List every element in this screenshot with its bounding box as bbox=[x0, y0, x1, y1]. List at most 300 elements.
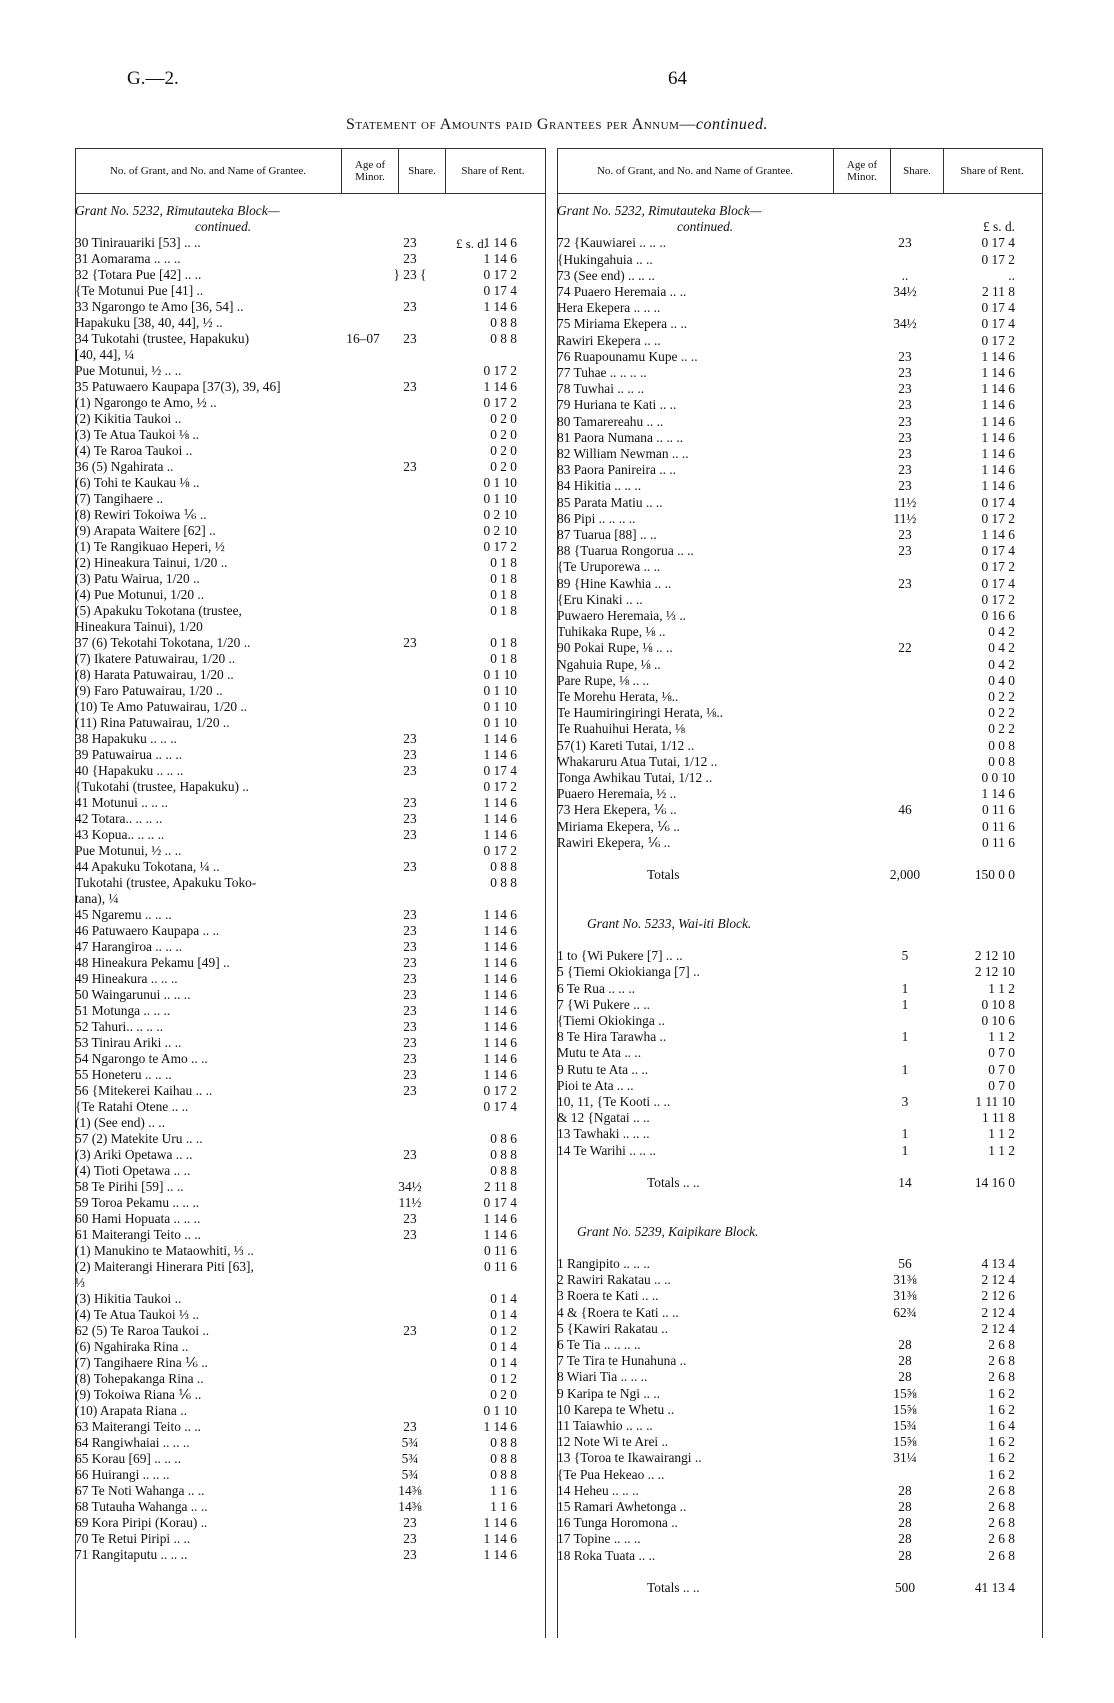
table-row bbox=[75, 315, 545, 331]
grantee-name: 15 Ramari Awhetonga .. bbox=[557, 1499, 687, 1514]
share-value: 23 bbox=[403, 859, 417, 874]
grantee-name: 60 Hami Hopuata .. .. .. bbox=[75, 1211, 201, 1226]
grantee-name: 7 Te Tira te Hunahuna .. bbox=[557, 1353, 687, 1369]
grantee-name: 57 (2) Matekite Uru .. .. bbox=[75, 1131, 203, 1146]
grantee-name: (9) Arapata Waitere [62] .. bbox=[75, 523, 216, 538]
table-row bbox=[75, 1227, 545, 1243]
right-table bbox=[557, 148, 1042, 1639]
table-row bbox=[557, 1418, 1042, 1434]
share-value: 1 bbox=[901, 1061, 909, 1077]
table-row bbox=[557, 1337, 1042, 1353]
table-row bbox=[557, 608, 1042, 624]
grantee-name: 42 Totara.. .. .. .. bbox=[75, 811, 163, 826]
rent-value: 1 6 2 bbox=[988, 1401, 1015, 1417]
rent-value: 0 1 4 bbox=[490, 1339, 517, 1354]
share-value: 23 bbox=[403, 1019, 417, 1034]
rent-value: 1 14 6 bbox=[483, 1019, 517, 1034]
table-row bbox=[75, 763, 545, 779]
rent-value: 0 0 8 bbox=[988, 737, 1015, 753]
rent-value: 1 14 6 bbox=[981, 397, 1015, 413]
grantee-name: tana), ¼ bbox=[75, 891, 119, 906]
grantee-name: Hera Ekepera .. .. .. bbox=[557, 300, 661, 316]
table-row bbox=[75, 1115, 545, 1131]
grantee-name: (4) Pue Motunui, 1/20 .. bbox=[75, 587, 205, 602]
table-row bbox=[557, 1143, 1042, 1159]
table-row bbox=[557, 446, 1042, 462]
share-value: 28 bbox=[898, 1353, 912, 1369]
table-row bbox=[557, 1548, 1042, 1564]
table-row bbox=[557, 1531, 1042, 1547]
table-row bbox=[75, 827, 545, 843]
rent-value: 14 16 0 bbox=[974, 1175, 1015, 1190]
grantee-name: 75 Miriama Ekepera .. .. bbox=[557, 316, 688, 332]
table-row bbox=[75, 1307, 545, 1323]
grantee-name: (5) Apakuku Tokotana (trustee, bbox=[75, 603, 242, 618]
rent-value: 1 14 6 bbox=[483, 1515, 517, 1530]
table-row bbox=[557, 1224, 1042, 1240]
grantee-name: Te Morehu Herata, ⅛.. bbox=[557, 689, 679, 704]
table-row bbox=[75, 811, 545, 827]
share-value: 500 bbox=[894, 1580, 916, 1595]
table-row bbox=[557, 948, 1042, 964]
table-row bbox=[557, 316, 1042, 332]
table-row bbox=[557, 284, 1042, 300]
grantee-name: 34 Tukotahi (trustee, Hapakuku) bbox=[75, 331, 250, 346]
rent-value: 2 6 8 bbox=[988, 1499, 1015, 1514]
rent-value: 0 8 8 bbox=[490, 1147, 517, 1162]
rent-value: 2 12 4 bbox=[981, 1304, 1015, 1320]
share-value: 1 bbox=[901, 1142, 909, 1158]
table-row bbox=[557, 1191, 1042, 1207]
rent-value: 0 11 6 bbox=[982, 802, 1015, 818]
share-value: 23 bbox=[403, 1147, 417, 1162]
rent-value: 1 14 6 bbox=[483, 907, 517, 922]
grantee-name: ⅓ bbox=[75, 1275, 86, 1290]
rent-value: 0 17 2 bbox=[981, 591, 1015, 607]
rent-value: 0 2 10 bbox=[483, 523, 517, 538]
table-row bbox=[75, 987, 545, 1003]
table-row bbox=[557, 1515, 1042, 1531]
grantee-name: 41 Motunui .. .. .. bbox=[75, 795, 168, 810]
col-name-header: No. of Grant, and No. and Name of Grantee. bbox=[109, 165, 307, 177]
rent-value: 2 11 8 bbox=[484, 1179, 517, 1194]
table-row bbox=[557, 1386, 1042, 1402]
rent-value: 0 2 2 bbox=[988, 721, 1015, 737]
rent-value: 1 14 6 bbox=[483, 1035, 517, 1050]
rent-value: 1 1 2 bbox=[988, 1126, 1015, 1142]
rent-value: 0 17 2 bbox=[483, 843, 517, 858]
rent-value: 0 11 6 bbox=[484, 1243, 517, 1258]
rent-value: 1 6 4 bbox=[988, 1418, 1015, 1433]
rent-value: 4 13 4 bbox=[981, 1256, 1015, 1271]
grantee-name: 64 Rangiwhaiai .. .. .. bbox=[75, 1435, 190, 1450]
table-row bbox=[75, 331, 545, 347]
rent-value: 0 8 8 bbox=[490, 315, 517, 330]
rent-value: 0 4 2 bbox=[988, 640, 1015, 656]
share-value: 23 bbox=[898, 413, 912, 429]
table-row bbox=[557, 916, 1042, 932]
table-row bbox=[557, 576, 1042, 592]
rent-value: 1 14 6 bbox=[981, 446, 1015, 461]
share-value: 2,000 bbox=[889, 867, 921, 883]
table-row bbox=[75, 1211, 545, 1227]
table-row bbox=[75, 747, 545, 763]
table-row bbox=[75, 1035, 545, 1051]
share-value: 5¾ bbox=[401, 1435, 419, 1450]
grantee-name: 52 Tahuri.. .. .. .. bbox=[75, 1019, 164, 1034]
rent-value: 0 17 2 bbox=[483, 363, 517, 378]
rent-value: 0 17 2 bbox=[981, 251, 1015, 267]
grantee-name: 30 Tinirauariki [53] .. .. bbox=[75, 235, 201, 250]
rent-value: 0 17 2 bbox=[483, 1083, 517, 1098]
grantee-name: 49 Hineakura .. .. .. bbox=[75, 971, 178, 986]
rent-value: 0 8 8 bbox=[490, 859, 517, 874]
share-value: 28 bbox=[898, 1499, 912, 1514]
grantee-name: 79 Huriana te Kati .. .. bbox=[557, 397, 677, 413]
share-value: 62¾ bbox=[893, 1304, 917, 1320]
rent-value: 2 12 10 bbox=[974, 964, 1015, 980]
grantee-name: (2) Kikitia Taukoi .. bbox=[75, 411, 182, 426]
table-row bbox=[557, 1434, 1042, 1450]
table-row bbox=[557, 333, 1042, 349]
rent-value: 0 1 10 bbox=[483, 699, 517, 714]
rent-value: 1 14 6 bbox=[483, 811, 517, 826]
share-value: 14⅜ bbox=[398, 1499, 422, 1514]
share-value: 23 bbox=[403, 1515, 417, 1530]
table-row bbox=[557, 462, 1042, 478]
rent-value: 0 8 8 bbox=[490, 331, 517, 346]
share-value: 23 bbox=[403, 251, 417, 266]
table-row bbox=[557, 1029, 1042, 1045]
table-row bbox=[557, 819, 1042, 835]
rent-value: 0 16 6 bbox=[981, 608, 1015, 623]
share-value: 23 bbox=[403, 459, 417, 474]
table-row bbox=[75, 1275, 545, 1291]
grantee-name: Pue Motunui, ½ .. .. bbox=[75, 363, 182, 378]
col-share-header: Share. bbox=[398, 149, 445, 193]
table-row bbox=[557, 1288, 1042, 1304]
rent-value: 0 1 8 bbox=[490, 555, 517, 570]
grantee-name: 54 Ngarongo te Amo .. .. bbox=[75, 1051, 208, 1066]
grantee-name: Pioi te Ata .. .. bbox=[557, 1077, 634, 1093]
grantee-name: 8 Te Hira Tarawha .. bbox=[557, 1029, 667, 1045]
share-value: 23 bbox=[898, 446, 912, 461]
grantee-name: (4) Tioti Opetawa .. .. bbox=[75, 1163, 191, 1178]
share-value: 23 bbox=[403, 923, 417, 938]
grantee-name: 33 Ngarongo te Amo [36, 54] .. bbox=[75, 299, 244, 314]
rent-value: 0 11 6 bbox=[484, 1259, 517, 1274]
share-value: 23 bbox=[403, 747, 417, 762]
rent-value: 0 8 8 bbox=[490, 1467, 517, 1482]
share-value: 23 bbox=[898, 462, 912, 478]
table-row bbox=[75, 347, 545, 363]
table-row bbox=[75, 363, 545, 379]
share-value: 23 bbox=[403, 1419, 417, 1434]
share-value: 23 bbox=[403, 299, 417, 314]
share-value: 56 bbox=[898, 1256, 912, 1271]
table-row bbox=[557, 1499, 1042, 1515]
rent-value: 0 1 8 bbox=[490, 635, 517, 650]
table-row bbox=[557, 559, 1042, 575]
rent-value: 41 13 4 bbox=[974, 1580, 1015, 1595]
share-value: 11½ bbox=[893, 510, 917, 526]
rent-value: 0 2 2 bbox=[988, 705, 1015, 721]
grantee-name: Rawiri Ekepera, ⅙ .. bbox=[557, 834, 671, 850]
share-value: 31¼ bbox=[893, 1450, 917, 1466]
grantee-name: 10 Karepa te Whetu .. bbox=[557, 1401, 675, 1417]
rent-value: 1 6 2 bbox=[988, 1466, 1015, 1482]
table-row bbox=[557, 1321, 1042, 1337]
share-value: 34½ bbox=[398, 1179, 422, 1194]
left-table bbox=[75, 148, 545, 1639]
table-row bbox=[557, 219, 1042, 235]
table-row bbox=[557, 430, 1042, 446]
share-value: 23 bbox=[403, 1531, 417, 1546]
share-value: 22 bbox=[898, 640, 912, 656]
rent-value: 1 14 6 bbox=[483, 1547, 517, 1562]
share-value: 1 bbox=[901, 1126, 909, 1142]
share-value: 28 bbox=[898, 1515, 912, 1531]
rent-value: 1 14 6 bbox=[483, 987, 517, 1002]
share-value: 23 bbox=[898, 348, 912, 364]
table-row bbox=[75, 1499, 545, 1515]
grantee-name: Hineakura Tainui), 1/20 bbox=[75, 619, 203, 634]
grantee-name: Te Ruahuihui Herata, ⅛ bbox=[557, 721, 686, 737]
rent-value: 0 4 2 bbox=[988, 656, 1015, 672]
grantee-name: 16 Tunga Horomona .. bbox=[557, 1515, 678, 1531]
table-row bbox=[75, 1243, 545, 1259]
table-row bbox=[75, 1483, 545, 1499]
rent-value: 0 1 4 bbox=[490, 1307, 517, 1322]
rent-value: 0 4 2 bbox=[988, 624, 1015, 640]
share-value: 23 bbox=[403, 955, 417, 970]
grantee-name: 90 Pokai Rupe, ⅛ .. .. bbox=[557, 640, 673, 656]
share-value: 34½ bbox=[893, 284, 917, 299]
table-row bbox=[557, 1580, 1042, 1596]
table-row bbox=[557, 478, 1042, 494]
rent-value: 1 14 6 bbox=[981, 413, 1015, 429]
grantee-name: 72 {Kauwiarei .. .. .. bbox=[557, 235, 667, 251]
share-value: 23 bbox=[898, 235, 912, 251]
grantee-name: 35 Patuwaero Kaupapa [37(3), 39, 46] bbox=[75, 379, 281, 394]
table-row bbox=[557, 1045, 1042, 1061]
grantee-name: (8) Rewiri Tokoiwa ⅙ .. bbox=[75, 507, 207, 522]
table-row bbox=[75, 1259, 545, 1275]
rent-value: 2 6 8 bbox=[988, 1337, 1015, 1352]
rent-value: 0 8 8 bbox=[490, 875, 517, 890]
share-value: 5 bbox=[901, 948, 909, 964]
table-row bbox=[75, 507, 545, 523]
grantee-name: 69 Kora Piripi (Korau) .. bbox=[75, 1515, 208, 1530]
share-value: 14 bbox=[898, 1175, 912, 1190]
rent-value: 2 6 8 bbox=[988, 1515, 1015, 1531]
table-row bbox=[75, 267, 545, 283]
table-row bbox=[75, 395, 545, 411]
rent-value: 0 17 4 bbox=[483, 1099, 517, 1114]
table-row bbox=[557, 770, 1042, 786]
grantee-name: (1) Ngarongo te Amo, ½ .. bbox=[75, 395, 217, 410]
table-row bbox=[75, 1323, 545, 1339]
grantee-name: 53 Tinirau Ariki .. .. bbox=[75, 1035, 182, 1050]
rent-value: 0 2 0 bbox=[490, 1387, 517, 1402]
grantee-name: {Eru Kinaki .. .. bbox=[557, 591, 643, 607]
table-row bbox=[75, 475, 545, 491]
grantee-name: 12 Note Wi te Arei .. bbox=[557, 1434, 669, 1450]
table-row bbox=[557, 414, 1042, 430]
rent-value: 1 14 6 bbox=[483, 251, 517, 266]
table-row bbox=[557, 640, 1042, 656]
rent-value: 0 2 0 bbox=[490, 427, 517, 442]
grantee-name: 9 Rutu te Ata .. .. bbox=[557, 1061, 649, 1077]
grantee-name: 55 Honeteru .. .. .. bbox=[75, 1067, 172, 1082]
grantee-name: 81 Paora Numana .. .. .. bbox=[557, 429, 684, 445]
grantee-name: (4) Te Raroa Taukoi .. bbox=[75, 443, 193, 458]
table-row bbox=[557, 689, 1042, 705]
table-row bbox=[75, 203, 545, 219]
table-row bbox=[75, 619, 545, 635]
table-row bbox=[557, 835, 1042, 851]
table-row bbox=[75, 683, 545, 699]
table-row bbox=[75, 1515, 545, 1531]
grantee-name: continued. bbox=[677, 219, 734, 235]
share-value: 23 bbox=[403, 331, 417, 346]
grantee-name: 43 Kopua.. .. .. .. bbox=[75, 827, 165, 842]
table-row bbox=[557, 964, 1042, 980]
grantee-name: 59 Toroa Pekamu .. .. .. bbox=[75, 1195, 200, 1210]
rent-value: 0 2 0 bbox=[490, 411, 517, 426]
grantee-name: 2 Rawiri Rakatau .. .. bbox=[557, 1272, 671, 1288]
grantee-name: 82 William Newman .. .. bbox=[557, 446, 689, 461]
table-row bbox=[557, 1483, 1042, 1499]
grantee-name: (11) Rina Patuwairau, 1/20 .. bbox=[75, 715, 230, 730]
grantee-name: (4) Te Atua Taukoi ⅓ .. bbox=[75, 1307, 200, 1322]
grantee-name: Tukotahi (trustee, Apakuku Toko- bbox=[75, 875, 257, 890]
share-value: 23 bbox=[403, 379, 417, 394]
rent-value: 0 2 0 bbox=[490, 459, 517, 474]
grantee-name: 87 Tuarua [88] .. .. bbox=[557, 527, 657, 542]
table-row bbox=[75, 907, 545, 923]
grantee-name: Pare Rupe, ⅛ .. .. bbox=[557, 672, 650, 688]
rent-value: 0 1 8 bbox=[490, 651, 517, 666]
right-column-headers bbox=[557, 149, 1042, 194]
rent-value: 2 6 8 bbox=[988, 1547, 1015, 1563]
grantee-name: 45 Ngaremu .. .. .. bbox=[75, 907, 172, 922]
rent-value: 1 14 6 bbox=[483, 1227, 517, 1242]
rent-value: 2 12 4 bbox=[981, 1320, 1015, 1336]
rent-value: 1 1 6 bbox=[490, 1483, 517, 1498]
table-row bbox=[557, 527, 1042, 543]
share-value: 23 bbox=[403, 1035, 417, 1050]
grantee-name: & 12 {Ngatai .. .. bbox=[557, 1110, 650, 1126]
share-value: 23 bbox=[403, 1067, 417, 1082]
grantee-name: 6 Te Tia .. .. .. .. bbox=[557, 1337, 641, 1352]
col-share-header-r: Share. bbox=[890, 149, 943, 193]
grantee-name: (10) Te Amo Patuwairau, 1/20 .. bbox=[75, 699, 248, 714]
grantee-name: 86 Pipi .. .. .. .. bbox=[557, 510, 636, 526]
share-value: 23 bbox=[403, 731, 417, 746]
rent-value: 1 14 6 bbox=[483, 299, 517, 314]
rent-value: 2 12 6 bbox=[981, 1288, 1015, 1304]
table-row bbox=[75, 299, 545, 315]
grantee-name: 8 Wiari Tia .. .. .. bbox=[557, 1369, 648, 1385]
table-row bbox=[557, 252, 1042, 268]
table-row bbox=[75, 603, 545, 619]
table-row bbox=[557, 1078, 1042, 1094]
grantee-name: 3 Roera te Kati .. .. bbox=[557, 1288, 659, 1304]
rent-value: 0 2 2 bbox=[988, 689, 1015, 704]
grantee-name: 1 to {Wi Pukere [7] .. .. bbox=[557, 948, 683, 964]
share-value: 23 bbox=[403, 827, 417, 842]
grantee-name: Grant No. 5232, Rimutauteka Block— bbox=[75, 203, 280, 218]
table-row bbox=[557, 1353, 1042, 1369]
rent-value: 2 6 8 bbox=[988, 1482, 1015, 1498]
table-row bbox=[75, 635, 545, 651]
table-row bbox=[75, 971, 545, 987]
rent-value: 1 1 6 bbox=[490, 1499, 517, 1514]
grantee-name: 9 Karipa te Ngi .. .. bbox=[557, 1385, 661, 1401]
grantee-name: (10) Arapata Riana .. bbox=[75, 1403, 187, 1418]
rent-value: 1 14 6 bbox=[483, 955, 517, 970]
grantee-name: 13 {Toroa te Ikawairangi .. bbox=[557, 1450, 702, 1466]
share-value: 31⅜ bbox=[893, 1272, 917, 1288]
table-row bbox=[557, 592, 1042, 608]
table-row bbox=[557, 721, 1042, 737]
table-row bbox=[75, 859, 545, 875]
share-value: 23 bbox=[403, 939, 417, 954]
grantee-name: 11 Taiawhio .. .. .. bbox=[557, 1418, 653, 1433]
table-row bbox=[75, 715, 545, 731]
share-value: 23 bbox=[898, 365, 912, 380]
grantee-name: Hapakuku [38, 40, 44], ½ .. bbox=[75, 315, 223, 330]
table-row bbox=[557, 1207, 1042, 1223]
table-row bbox=[557, 1126, 1042, 1142]
rent-value: 1 14 6 bbox=[483, 1531, 517, 1546]
table-row bbox=[75, 955, 545, 971]
rent-value: 2 11 8 bbox=[982, 284, 1015, 299]
rent-value: 1 14 6 bbox=[981, 462, 1015, 478]
table-row bbox=[557, 981, 1042, 997]
share-value: 23 bbox=[403, 1227, 417, 1242]
share-value: 23 bbox=[898, 543, 912, 559]
grantee-name: (7) Tangihaere .. bbox=[75, 491, 164, 506]
age-of-minor: 16–07 bbox=[346, 331, 380, 346]
table-row bbox=[557, 867, 1042, 883]
rent-value: 0 17 2 bbox=[483, 539, 517, 554]
rent-value: 1 14 6 bbox=[981, 786, 1015, 802]
table-row bbox=[557, 1402, 1042, 1418]
table-row bbox=[75, 875, 545, 891]
grantee-name: 18 Roka Tuata .. .. bbox=[557, 1547, 656, 1563]
page-title: Statement of Amounts paid Grantees per Annum—continued. bbox=[345, 116, 768, 133]
share-value: 23 bbox=[403, 1051, 417, 1066]
rent-value: 2 6 8 bbox=[988, 1369, 1015, 1385]
grantee-name: Totals .. .. bbox=[647, 1580, 700, 1595]
rent-value: 1 14 6 bbox=[981, 478, 1015, 494]
col-rent-header: Share of Rent. bbox=[445, 149, 540, 193]
share-value: 15¾ bbox=[893, 1418, 917, 1433]
grantee-name: (9) Faro Patuwairau, 1/20 .. bbox=[75, 683, 223, 698]
table-row bbox=[75, 1339, 545, 1355]
table-row bbox=[75, 667, 545, 683]
grantee-name: 71 Rangitaputu .. .. .. bbox=[75, 1547, 188, 1562]
table-row bbox=[75, 1147, 545, 1163]
table-row bbox=[75, 1131, 545, 1147]
table-row bbox=[557, 1467, 1042, 1483]
table-row bbox=[75, 379, 545, 395]
table-row bbox=[557, 203, 1042, 219]
table-row bbox=[75, 1019, 545, 1035]
grantee-name: {Tiemi Okiokinga .. bbox=[557, 1013, 665, 1028]
